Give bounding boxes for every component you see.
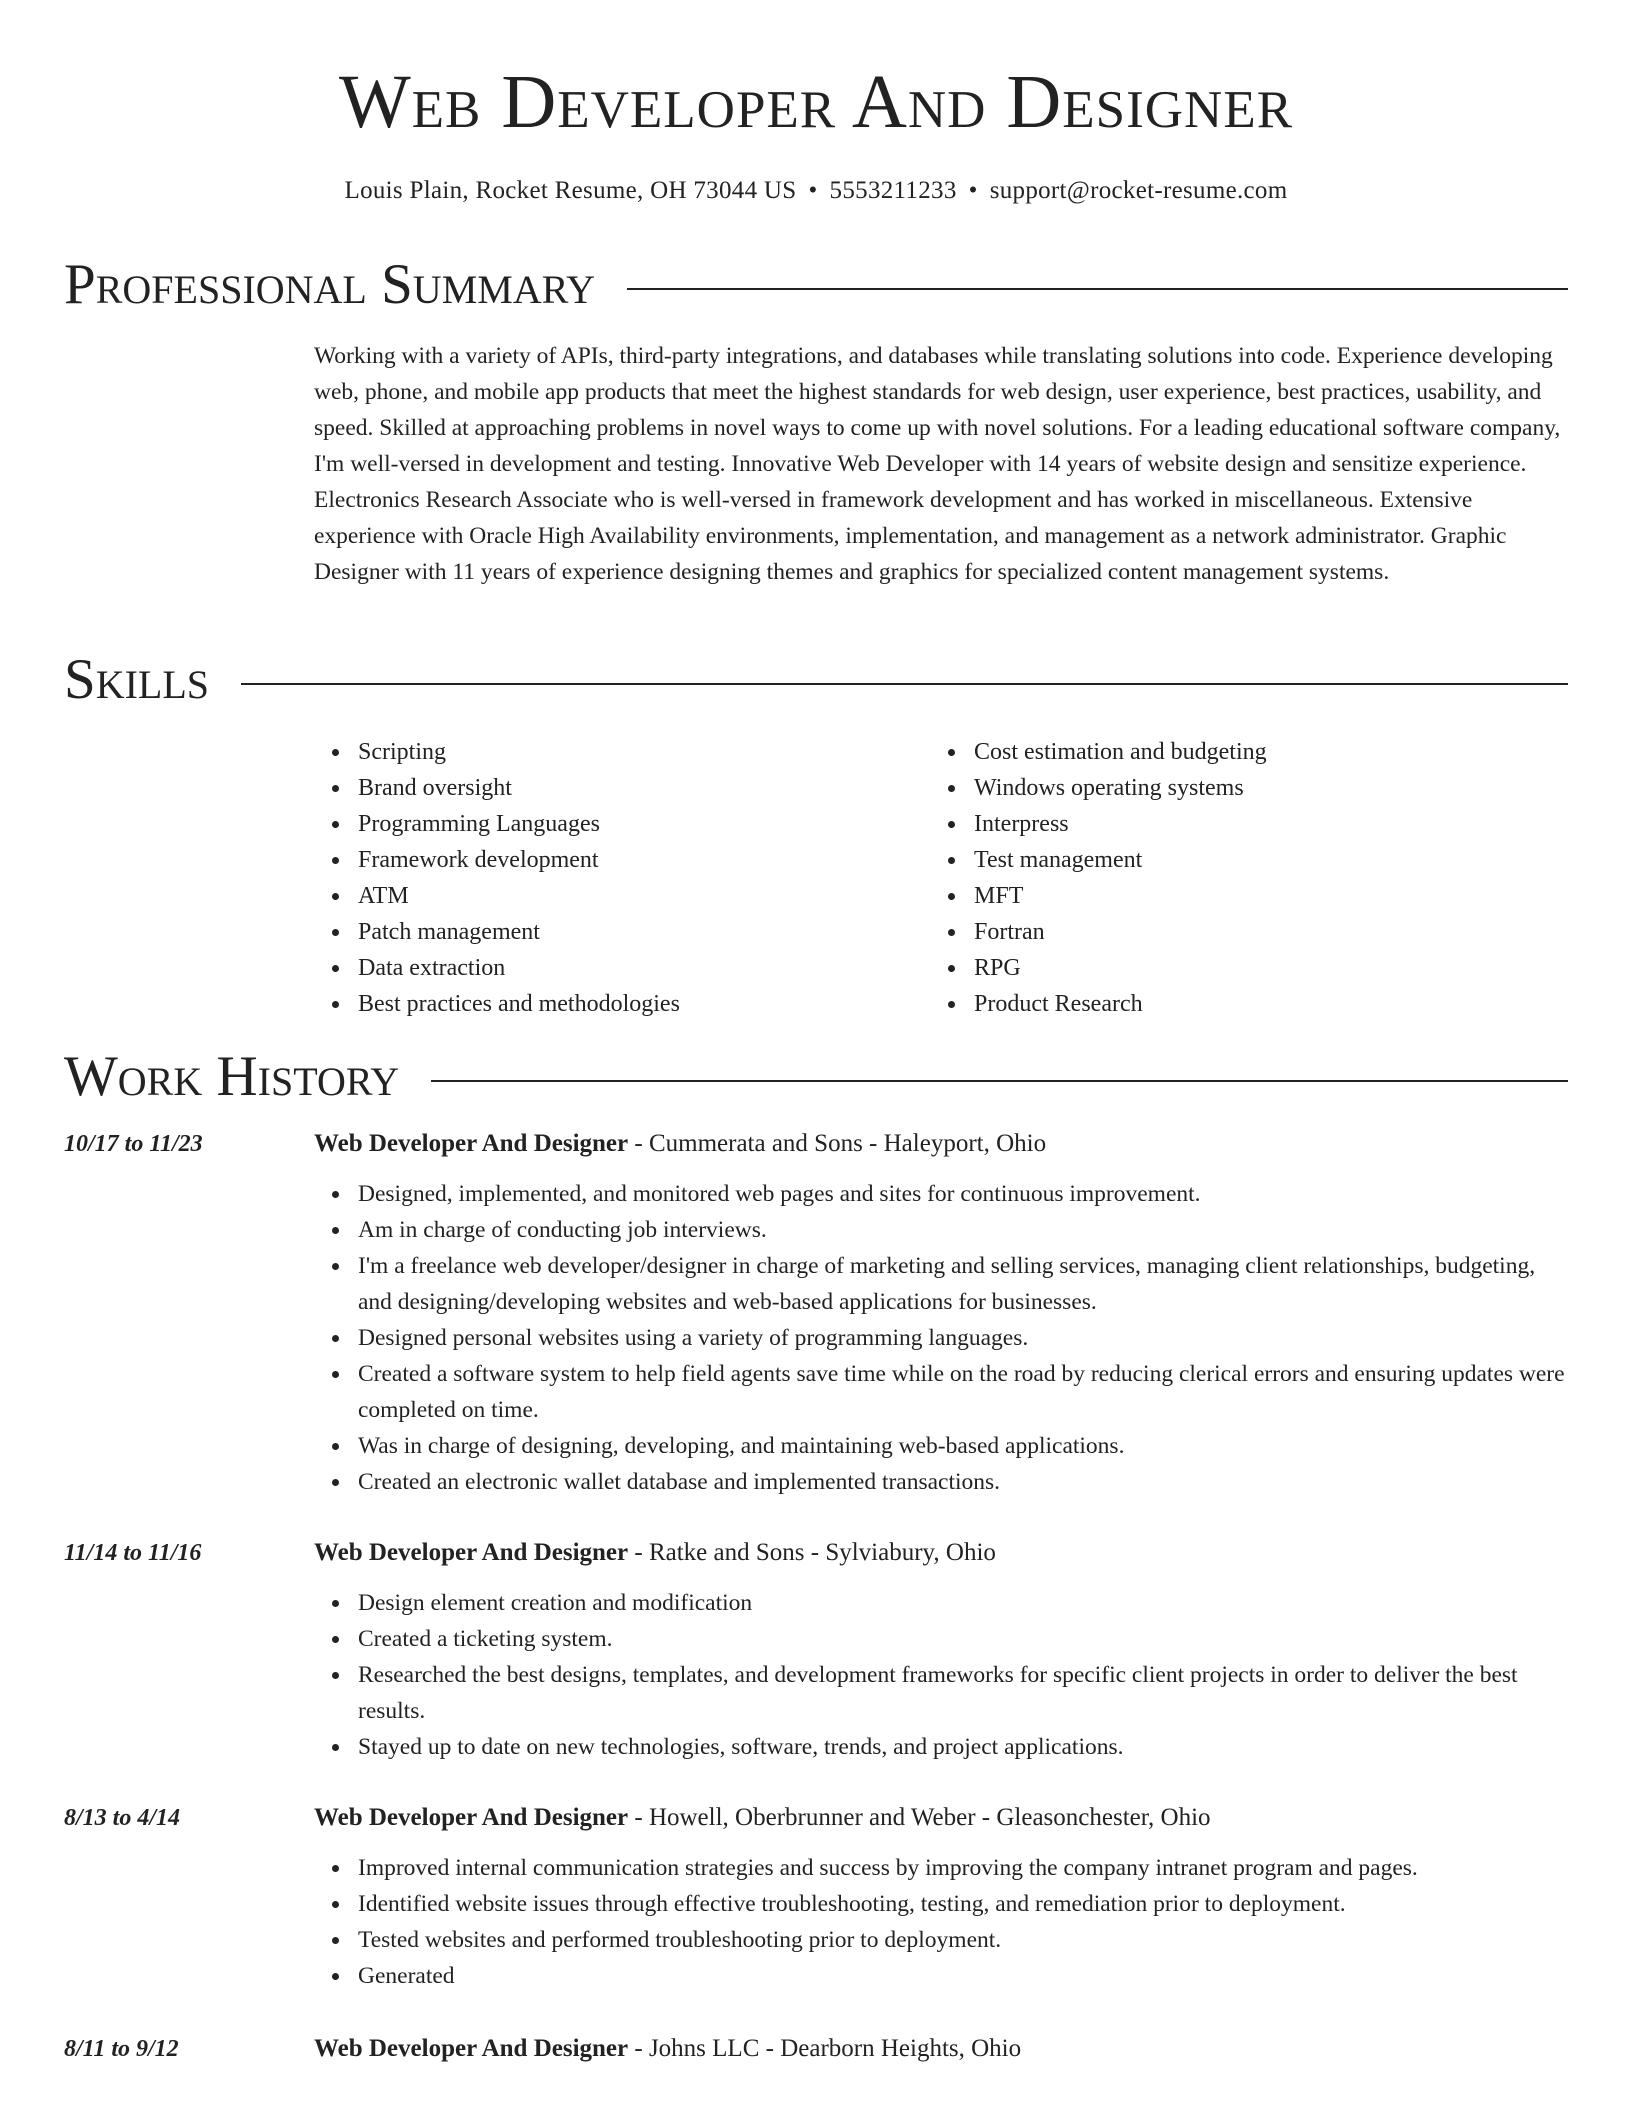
- email-link[interactable]: support@rocket-resume.com: [989, 177, 1288, 204]
- skill-item: Product Research: [974, 986, 1546, 1022]
- job-bullet: Researched the best designs, templates, and development frameworks for specific client projects in order to deliver the best results.: [358, 1657, 1568, 1729]
- skills-column-left: [314, 734, 930, 1022]
- skill-item: Fortran: [974, 914, 1546, 950]
- job-dates: 8/11 to 9/12: [64, 2036, 179, 2062]
- job-bullets: [358, 1176, 1568, 1500]
- job-role: Web Developer And Designer: [314, 2035, 629, 2062]
- job-bullets: [358, 1585, 1568, 1765]
- job-bullet: Design element creation and modification: [358, 1585, 1568, 1621]
- section-divider: [627, 288, 1568, 290]
- job-bullet: I'm a freelance web developer/designer in charge of marketing and selling services, managing client relationships, budgeting, and designing/developing websites and web-based applications for businesses.: [358, 1248, 1568, 1320]
- skill-item: MFT: [974, 878, 1546, 914]
- summary-text: Working with a variety of APIs, third-party integrations, and databases while translating solutions into code. Experience developing web, phone, and mobile app products that meet the highest standards for web design, user experience, best practices, usability, and speed. Skilled at approaching problems in novel ways to come up with novel solutions. For a leading educational software company, I'm well-versed in development and testing. Innovative Web Developer with 14 years of website design and sensitize experience. Electronics Research Associate who is well-versed in framework development and has worked in miscellaneous. Extensive experience with Oracle High Availability environments, implementation, and management as a network administrator. Graphic Designer with 11 years of experience designing themes and graphics for specialized content management systems.: [314, 343, 1561, 585]
- skill-item: Programming Languages: [358, 806, 930, 842]
- job-role: Web Developer And Designer: [314, 1539, 629, 1566]
- skill-item: Cost estimation and budgeting: [974, 734, 1546, 770]
- skills-column-right: [930, 734, 1546, 1022]
- job-title-line: [314, 1126, 1046, 1162]
- skill-item: Windows operating systems: [974, 770, 1546, 806]
- skill-item: Test management: [974, 842, 1546, 878]
- job-bullet: Created a ticketing system.: [358, 1621, 1568, 1657]
- job-company: - Cummerata and Sons - Haleyport, Ohio: [628, 1130, 1047, 1157]
- job-bullet: Generated: [358, 1958, 1568, 1994]
- phone: 5553211233: [829, 177, 957, 204]
- job-title-line: [314, 1800, 1211, 1836]
- separator-dot: •: [808, 177, 818, 204]
- job-bullet: Identified website issues through effective troubleshooting, testing, and remediation prior to deployment.: [358, 1886, 1568, 1922]
- job-role: Web Developer And Designer: [314, 1804, 629, 1831]
- job-bullet: Was in charge of designing, developing, and maintaining web-based applications.: [358, 1428, 1568, 1464]
- job-bullet: Created a software system to help field agents save time while on the road by reducing clerical errors and ensuring updates were completed on time.: [358, 1356, 1568, 1428]
- skill-item: Best practices and methodologies: [358, 986, 930, 1022]
- job-dates: 8/13 to 4/14: [64, 1805, 181, 1831]
- job-bullet: Tested websites and performed troubleshooting prior to deployment.: [358, 1922, 1568, 1958]
- job-bullet: Stayed up to date on new technologies, software, trends, and project applications.: [358, 1729, 1568, 1765]
- section-divider: [431, 1080, 1568, 1082]
- skills-heading: Skills: [64, 648, 210, 711]
- job-bullet: Improved internal communication strategies and success by improving the company intranet program and pages.: [358, 1850, 1568, 1886]
- job-bullet: Am in charge of conducting job interviews.: [358, 1212, 1568, 1248]
- skills-list: [314, 734, 1568, 1022]
- job-company: - Ratke and Sons - Sylviabury, Ohio: [628, 1539, 996, 1566]
- skill-item: Patch management: [358, 914, 930, 950]
- skill-item: ATM: [358, 878, 930, 914]
- skill-item: RPG: [974, 950, 1546, 986]
- skill-item: Interpress: [974, 806, 1546, 842]
- work-section-header: [64, 1044, 1568, 1110]
- separator-dot: •: [968, 177, 978, 204]
- skill-item: Framework development: [358, 842, 930, 878]
- job-dates: 10/17 to 11/23: [64, 1131, 203, 1157]
- job-company: - Howell, Oberbrunner and Weber - Gleasonchester, Ohio: [628, 1804, 1211, 1831]
- job-title-line: [314, 1535, 996, 1571]
- job-bullets: [358, 1850, 1568, 1994]
- resume-title: Web Developer And Designer: [338, 60, 1294, 144]
- summary-heading: Professional Summary: [64, 253, 596, 316]
- job-role: Web Developer And Designer: [314, 1130, 629, 1157]
- address: Louis Plain, Rocket Resume, OH 73044 US: [344, 177, 797, 204]
- section-divider: [241, 683, 1568, 685]
- job-bullet: Designed, implemented, and monitored web pages and sites for continuous improvement.: [358, 1176, 1568, 1212]
- contact-line: [64, 174, 1568, 208]
- job-bullet: Created an electronic wallet database and implemented transactions.: [358, 1464, 1568, 1500]
- skill-item: Brand oversight: [358, 770, 930, 806]
- job-dates: 11/14 to 11/16: [64, 1540, 202, 1566]
- skill-item: Data extraction: [358, 950, 930, 986]
- job-bullet: Designed personal websites using a variety of programming languages.: [358, 1320, 1568, 1356]
- work-heading: Work History: [64, 1045, 400, 1108]
- job-title-line: [314, 2031, 1021, 2067]
- skill-item: Scripting: [358, 734, 930, 770]
- summary-section-header: [64, 252, 1568, 318]
- skills-section-header: [64, 647, 1568, 713]
- job-company: - Johns LLC - Dearborn Heights, Ohio: [628, 2035, 1022, 2062]
